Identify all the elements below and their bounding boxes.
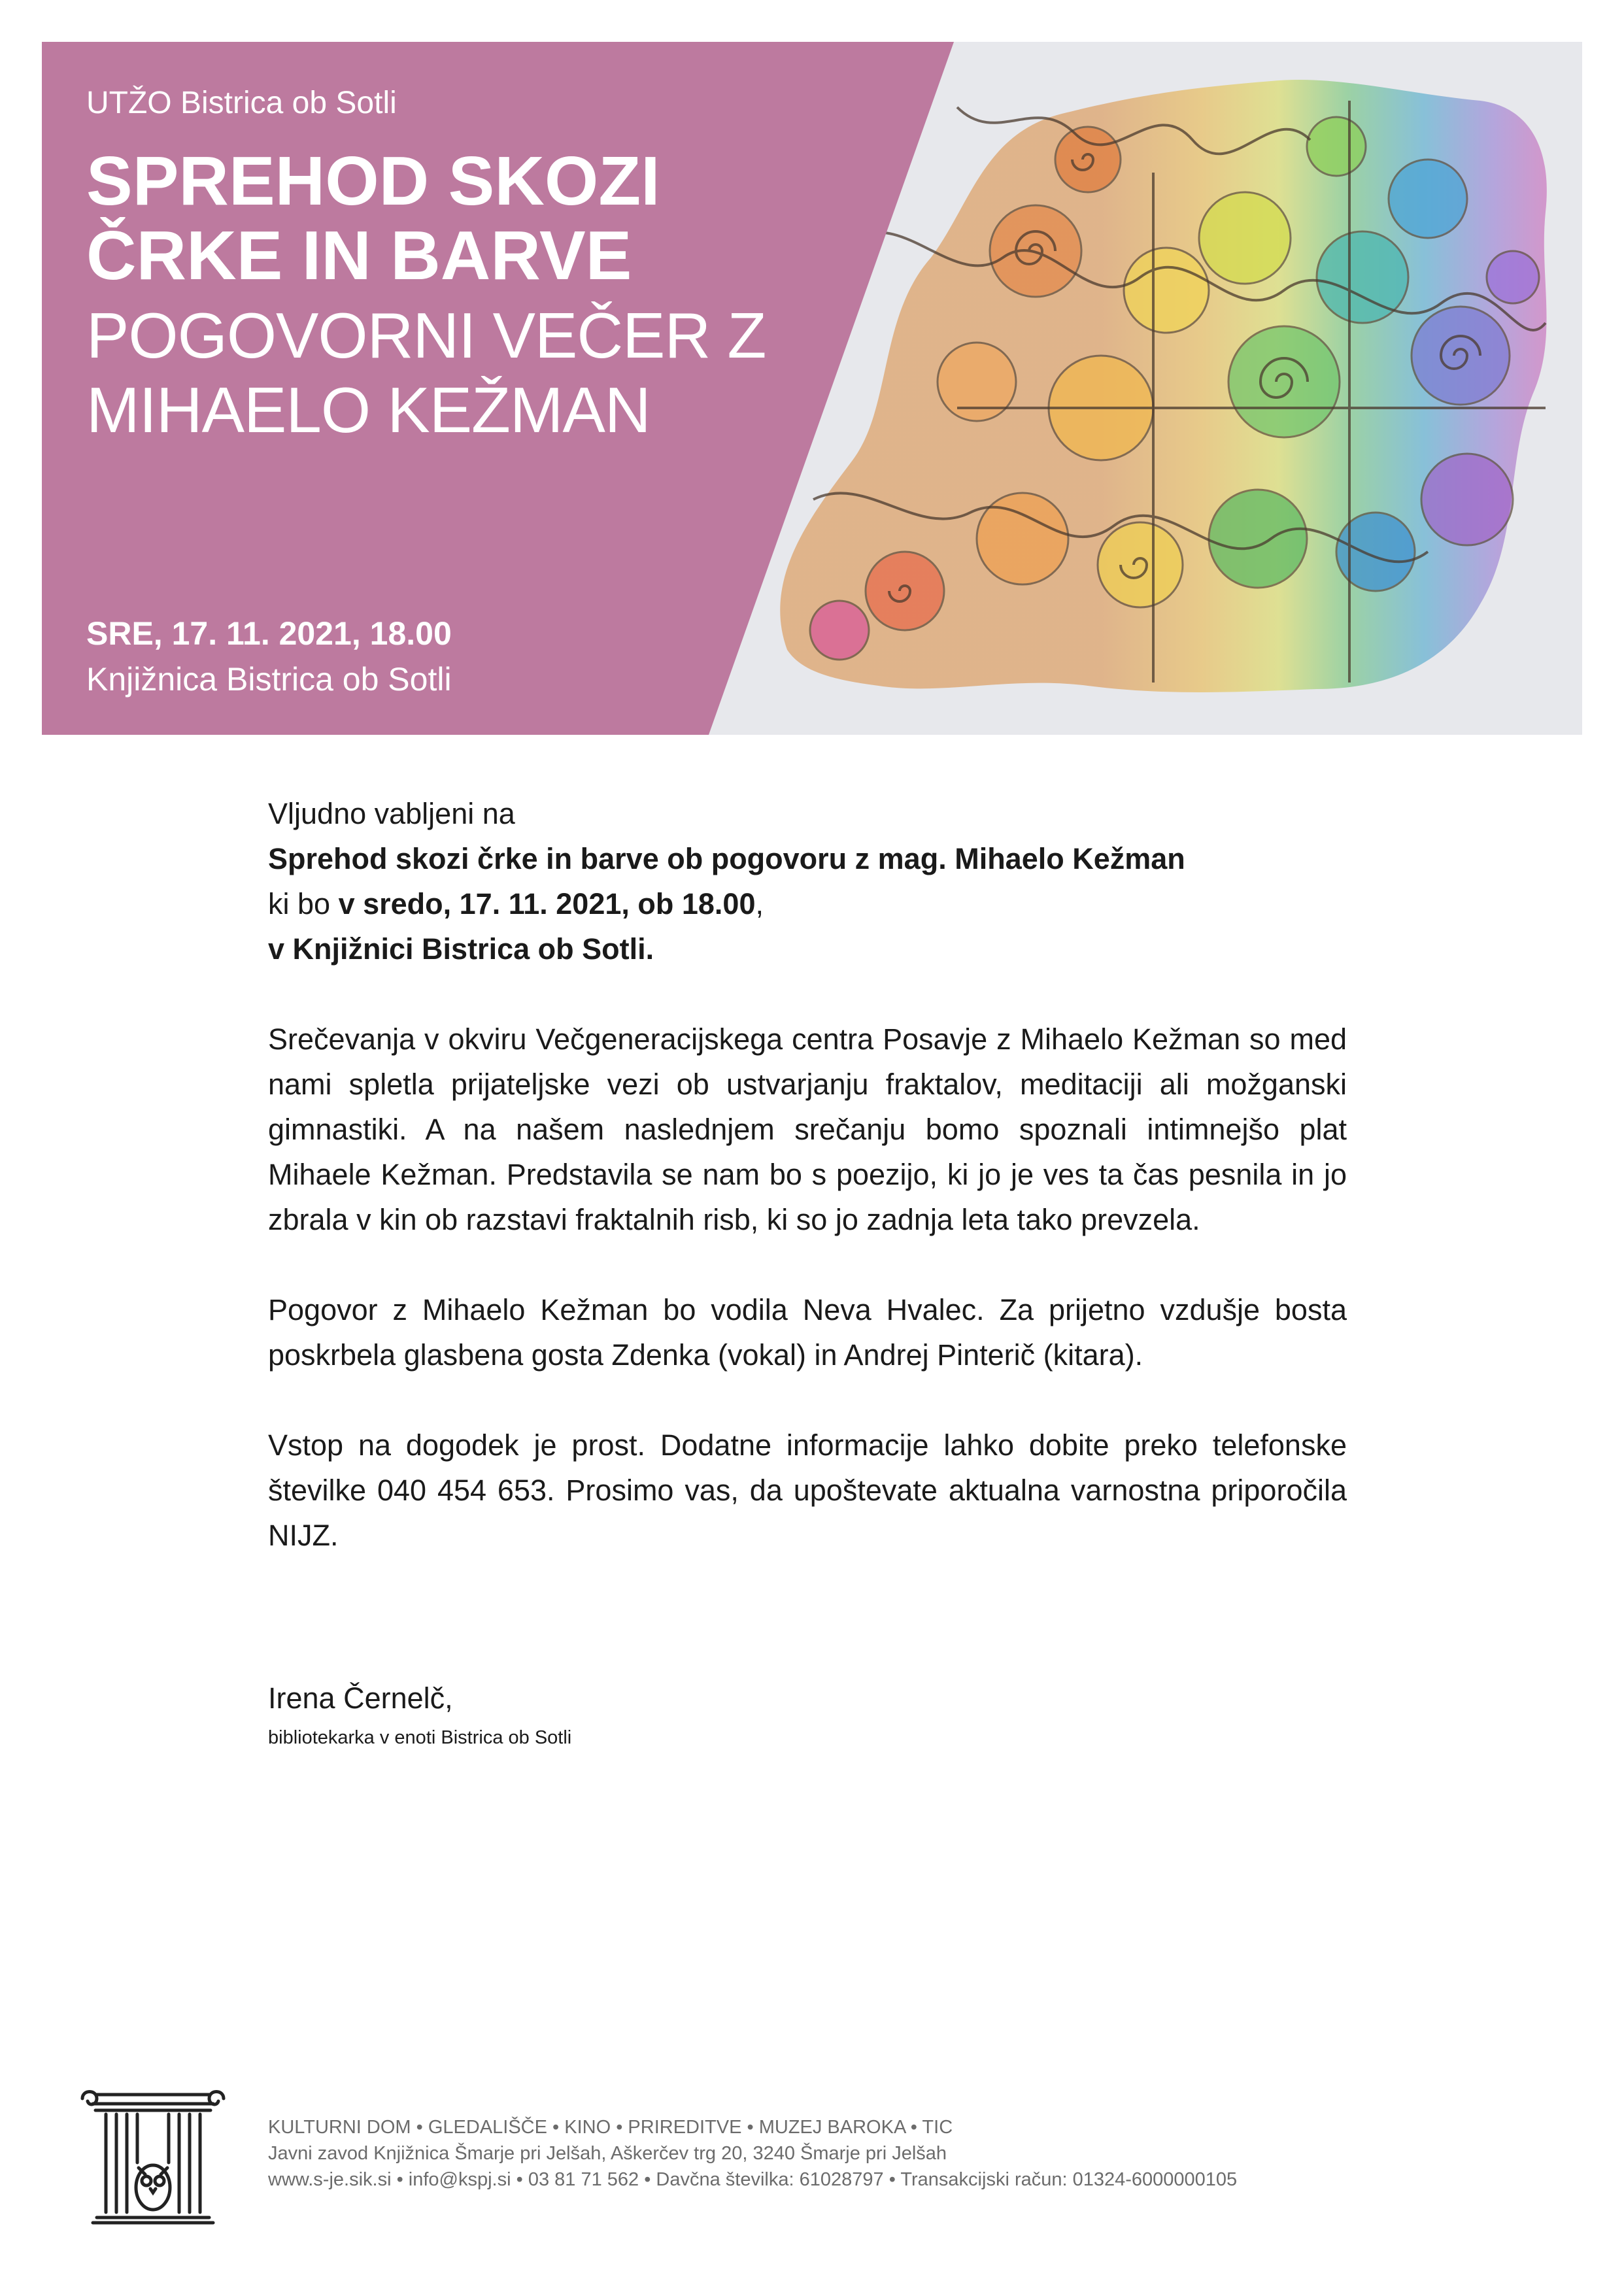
event-venue: Knjižnica Bistrica ob Sotli [86, 661, 452, 698]
organizer-label: UTŽO Bistrica ob Sotli [86, 86, 397, 120]
footer-address: Javni zavod Knjižnica Šmarje pri Jelšah, Aškerčev trg 20, 3240 Šmarje pri Jelšah [268, 2143, 947, 2164]
when-value: v sredo, 17. 11. 2021, ob 18.00 [338, 887, 756, 920]
event-date: SRE, 17. 11. 2021, 18.00 [86, 615, 452, 652]
event-title-line-2: ČRKE IN BARVE [86, 217, 632, 294]
signature-name: Irena Černelč, [268, 1681, 453, 1715]
when-prefix: ki bo [268, 887, 339, 920]
event-subtitle [86, 298, 766, 447]
signature-role: bibliotekarka v enoti Bistrica ob Sotli [268, 1727, 572, 1748]
event-banner [42, 42, 1582, 735]
paragraph-intro: Srečevanja v okviru Večgeneracijskega centra Posavje z Mihaelo Kežman so med nami spletla prijateljske vezi ob ustvarjanju fraktalov, meditaciji ali možganski gimnastiki. A na našem naslednjem srečanju bomo spoznali intimnejšo plat Mihaele Kežman. Predstavila se nam bo s poezijo, ki jo je ves ta čas pesnila in jo zbrala v kin ob razstavi fraktalnih risb, ki so jo zadnja leta tako prevzela. [268, 1022, 1347, 1236]
when-suffix: , [755, 887, 764, 920]
paragraph-program: Pogovor z Mihaelo Kežman bo vodila Neva Hvalec. Za prijetno vzdušje bosta poskrbela glasbena gosta Zdenka (vokal) in Andrej Pinterič (kitara). [268, 1293, 1347, 1372]
greeting: Vljudno vabljeni na [268, 797, 515, 830]
event-title-line-1: SPREHOD SKOZI [86, 143, 660, 220]
footer-services: KULTURNI DOM • GLEDALIŠČE • KINO • PRIREDITVE • MUZEJ BAROKA • TIC [268, 2117, 953, 2138]
column-owl-logo-icon [77, 2084, 229, 2225]
event-subtitle-line-2: MIHAELO KEŽMAN [86, 374, 651, 446]
footer-contacts: www.s-je.sik.si • info@kspj.si • 03 81 71 562 • Davčna številka: 61028797 • Transakcijski račun: 01324-6000000105 [268, 2169, 1238, 2190]
invitation-body [268, 791, 1347, 1558]
paragraph-info: Vstop na dogodek je prost. Dodatne informacije lahko dobite preko telefonske številke 040 454 653. Prosimo vas, da upoštevate aktualna varnostna priporočila NIJZ. [268, 1428, 1347, 1552]
footer-info [268, 2114, 1237, 2193]
event-subtitle-line-1: POGOVORNI VEČER Z [86, 299, 766, 371]
event-when [268, 881, 1347, 926]
event-where: v Knjižnici Bistrica ob Sotli. [268, 932, 654, 966]
event-name: Sprehod skozi črke in barve ob pogovoru z mag. Mihaelo Kežman [268, 842, 1185, 875]
event-title [86, 144, 660, 293]
